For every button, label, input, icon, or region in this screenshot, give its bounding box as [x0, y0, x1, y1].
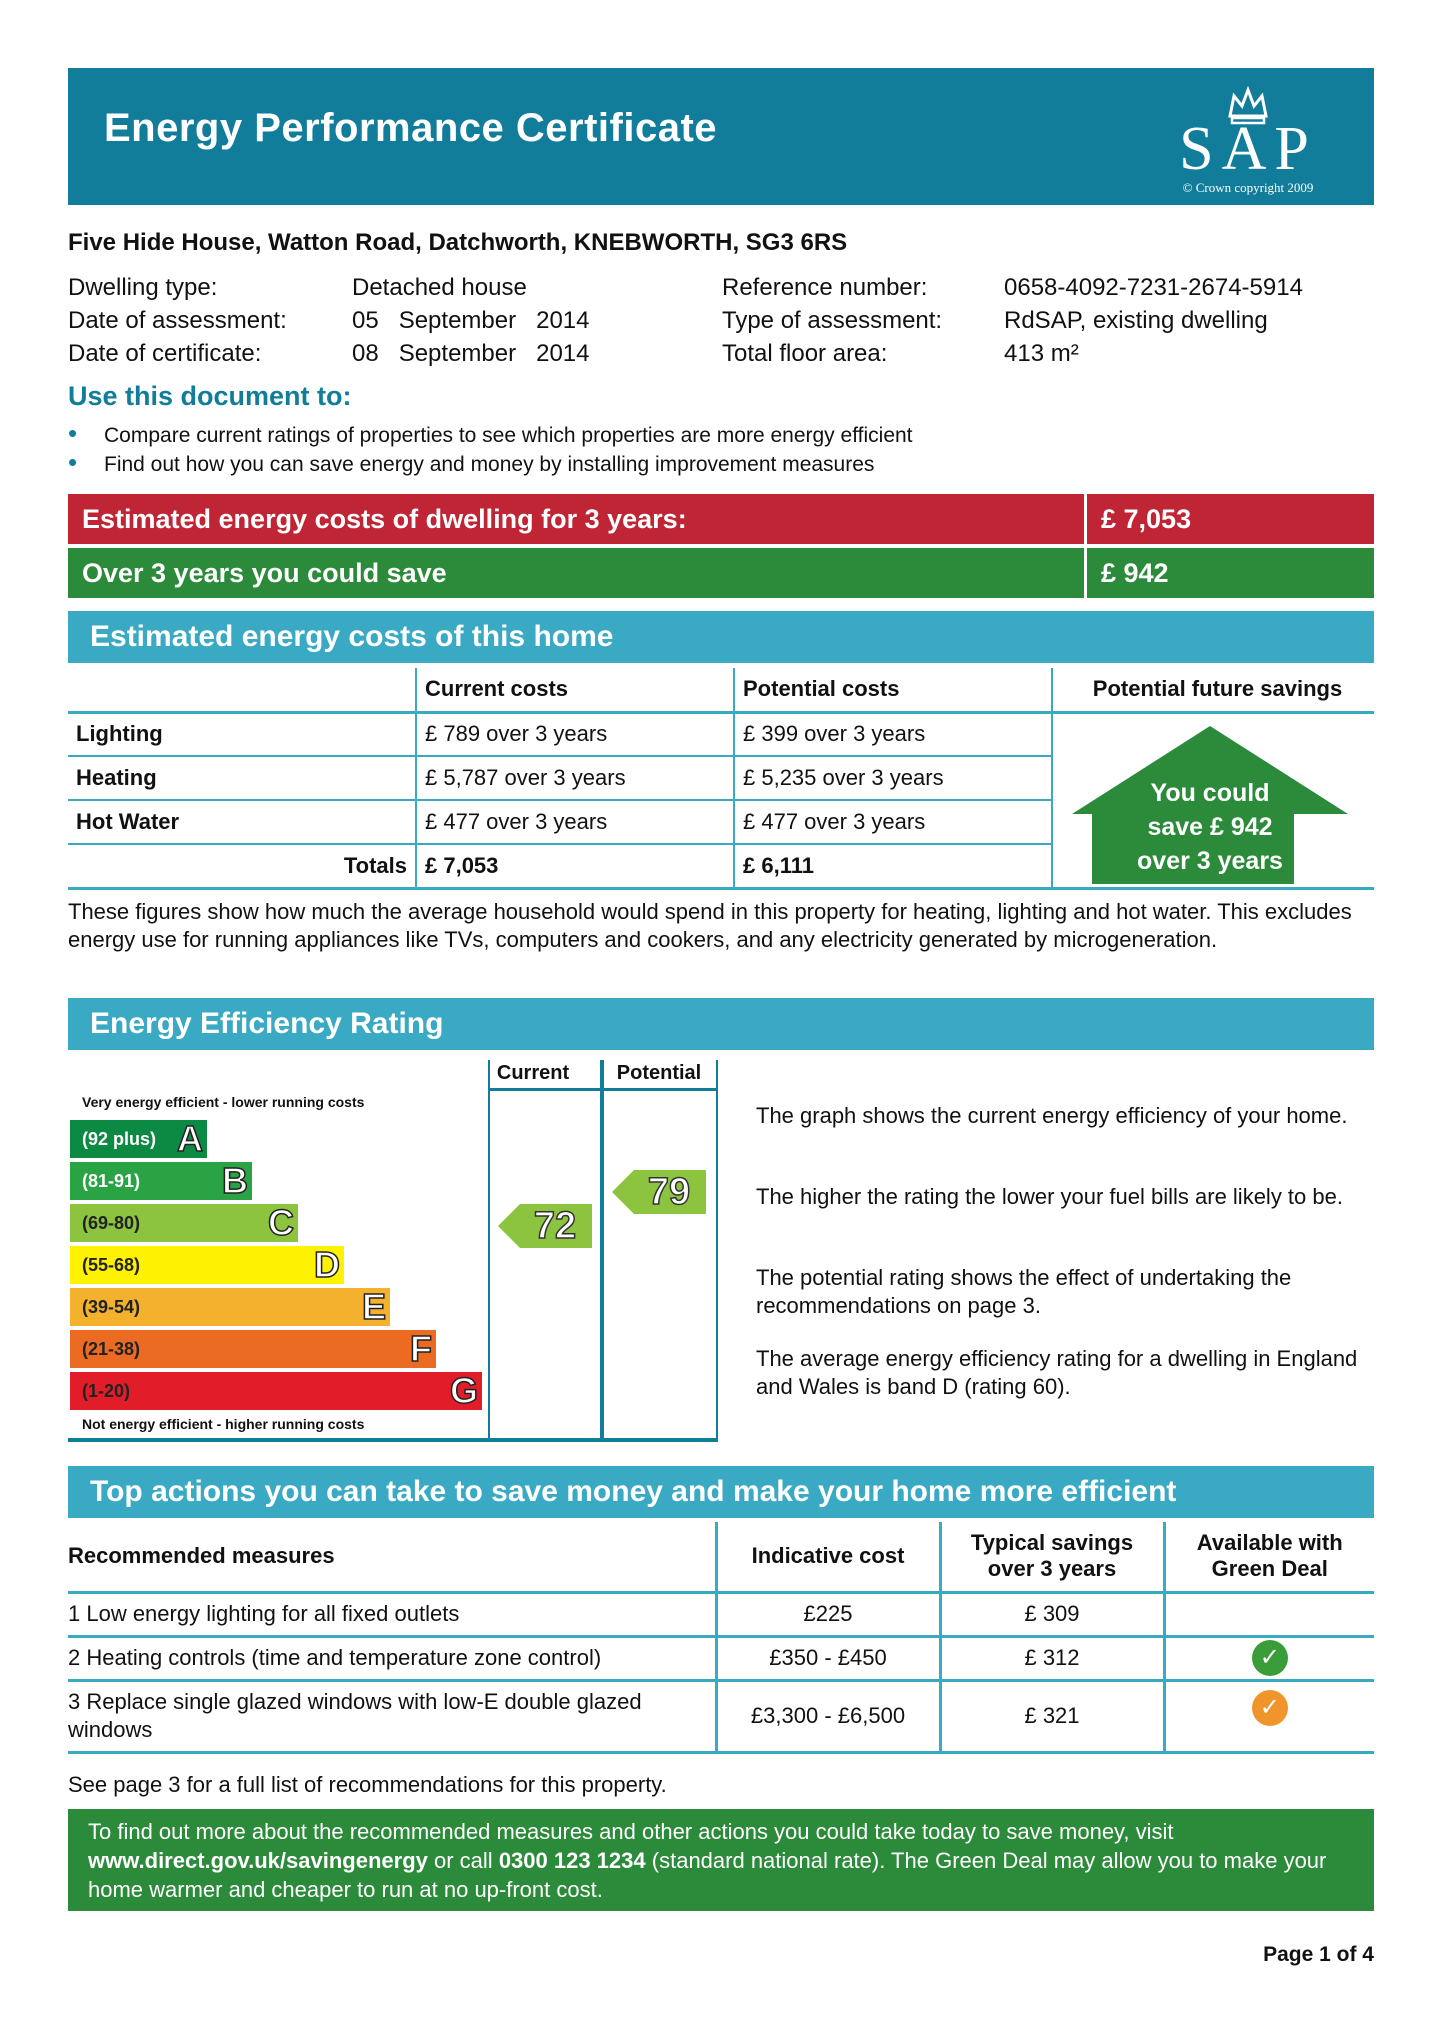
- costs-note: These figures show how much the average household would spend in this property for heating, lighting and hot water. This excludes energy use for running appliances like TVs, computers and cookers, and any electricity generated by microgeneration.: [68, 899, 1352, 952]
- actions-footnote: See page 3 for a full list of recommendations for this property.: [68, 1772, 667, 1797]
- saving-cell: £ 309: [940, 1592, 1164, 1636]
- eer-band-range: (69-80): [82, 1213, 141, 1233]
- green-deal-cell: [1164, 1636, 1374, 1680]
- savings-house-text: [1072, 776, 1348, 878]
- certificate-date-label: Date of certificate:: [68, 340, 262, 367]
- potential-saving-bar: [68, 548, 1374, 598]
- totals-current: £ 7,053: [416, 844, 734, 888]
- header-savings: Typical savings over 3 years: [940, 1522, 1164, 1592]
- eer-band-c: [70, 1204, 298, 1242]
- floor-area-value: 413 m²: [1004, 340, 1079, 367]
- green-deal-cell: [1164, 1680, 1374, 1752]
- eer-band-range: (1-20): [82, 1381, 131, 1401]
- reference-label: Reference number:: [722, 274, 928, 301]
- row-name: Hot Water: [68, 800, 416, 844]
- eer-chart: [68, 1060, 718, 1442]
- property-address: Five Hide House, Watton Road, Datchworth, KNEBWORTH, SG3 6RS: [68, 229, 848, 256]
- header-cell: [68, 668, 416, 712]
- totals-label: Totals: [68, 844, 416, 888]
- page-title: Energy Performance Certificate: [104, 106, 718, 150]
- assessment-type-label: Type of assessment:: [722, 307, 943, 334]
- table-row: [68, 1636, 1374, 1680]
- header-green-deal: Available with Green Deal: [1164, 1522, 1374, 1592]
- info-text: or call: [434, 1848, 493, 1873]
- use-bullet: • Compare current ratings of properties to see which properties are more energy efficient: [68, 418, 913, 448]
- assessment-date-value: 05 September 2014: [352, 307, 590, 334]
- floor-area-label: Total floor area:: [722, 340, 888, 367]
- use-bullet: • Find out how you can save energy and money by installing improvement measures: [68, 447, 875, 477]
- eer-band-letter: B: [222, 1160, 248, 1201]
- row-current: £ 789 over 3 years: [416, 712, 734, 756]
- eer-band-e: [70, 1288, 390, 1326]
- sap-logo-text: SAP: [1179, 115, 1317, 183]
- measure-cell: 3 Replace single glazed windows with low-E double glazed windows: [68, 1680, 716, 1752]
- header-current-costs: Current costs: [416, 668, 734, 712]
- header-potential-costs: Potential costs: [734, 668, 1052, 712]
- costs-section-title: Estimated energy costs of this home: [68, 611, 1374, 663]
- certificate-date-value: 08 September 2014: [352, 340, 590, 367]
- info-text: To find out more about the recommended measures and other actions you could take today to save money, visit: [88, 1819, 1174, 1844]
- saving-cell: £ 321: [940, 1680, 1164, 1752]
- savings-line: You could: [1150, 779, 1270, 807]
- eer-potential-header: Potential: [616, 1062, 702, 1084]
- eer-explanation: The potential rating shows the effect of undertaking the recommendations on page 3.: [756, 1265, 1292, 1318]
- orange-tick-icon: ✓: [1252, 1690, 1288, 1726]
- assessment-date-label: Date of assessment:: [68, 307, 287, 334]
- potential-rating-value: 79: [647, 1171, 691, 1213]
- table-row: [68, 1592, 1374, 1636]
- table-header-row: [68, 668, 1374, 712]
- row-potential: £ 5,235 over 3 years: [734, 756, 1052, 800]
- eer-explanation: The average energy efficiency rating for a dwelling in England and Wales is band D (rating 60).: [756, 1346, 1358, 1399]
- row-potential: £ 399 over 3 years: [734, 712, 1052, 756]
- eer-band-letter: E: [361, 1286, 386, 1327]
- savings-line: over 3 years: [1137, 847, 1283, 875]
- sap-logo: [1158, 86, 1338, 196]
- eer-band-range: (39-54): [82, 1297, 141, 1317]
- row-name: Heating: [68, 756, 416, 800]
- table-row: [68, 1680, 1374, 1752]
- green-tick-icon: ✓: [1252, 1640, 1288, 1676]
- savingenergy-link[interactable]: www.direct.gov.uk/savingenergy: [88, 1848, 428, 1873]
- measure-cell: 1 Low energy lighting for all fixed outlets: [68, 1592, 716, 1636]
- eer-band-letter: G: [449, 1370, 478, 1411]
- assessment-type-value: RdSAP, existing dwelling: [1004, 307, 1268, 334]
- info-text: (standard national rate). The Green Deal may allow you to make your home warmer and cheaper to run at no up-front cost.: [88, 1848, 1327, 1902]
- phone-number: 0300 123 1234: [498, 1848, 646, 1873]
- eer-band-range: (55-68): [82, 1255, 141, 1275]
- cost-cell: £350 - £450: [716, 1636, 940, 1680]
- eer-band-letter: F: [410, 1328, 432, 1369]
- eer-band-letter: D: [314, 1244, 340, 1285]
- green-deal-cell: [1164, 1592, 1374, 1636]
- current-rating-value: 72: [533, 1205, 577, 1247]
- header-cost: Indicative cost: [716, 1522, 940, 1592]
- eer-section-title: Energy Efficiency Rating: [68, 998, 1374, 1050]
- dwelling-type-value: Detached house: [352, 274, 527, 301]
- row-current: £ 477 over 3 years: [416, 800, 734, 844]
- table-header-row: [68, 1522, 1374, 1592]
- eer-band-d: [70, 1246, 344, 1284]
- eer-band-g: [70, 1372, 482, 1410]
- estimated-cost-label: Estimated energy costs of dwelling for 3 years:: [82, 504, 687, 534]
- eer-band-range: (81-91): [82, 1171, 141, 1191]
- eer-band-range: (92 plus): [82, 1129, 157, 1149]
- estimated-cost-bar: [68, 494, 1374, 544]
- copyright-text: © Crown copyright 2009: [1182, 180, 1314, 195]
- use-document-title: Use this document to:: [68, 381, 352, 411]
- row-current: £ 5,787 over 3 years: [416, 756, 734, 800]
- eer-explanation: The higher the rating the lower your fuel bills are likely to be.: [756, 1184, 1343, 1209]
- eer-band-f: [70, 1330, 436, 1368]
- totals-potential: £ 6,111: [734, 844, 1052, 888]
- eer-band-letter: C: [268, 1202, 294, 1243]
- info-box: [68, 1809, 1374, 1911]
- eer-band-b: [70, 1162, 252, 1200]
- header-future-savings: Potential future savings: [1052, 668, 1374, 712]
- eer-current-header: Current: [496, 1062, 570, 1084]
- potential-saving-label: Over 3 years you could save: [82, 558, 447, 588]
- eer-explanation: The graph shows the current energy efficiency of your home.: [756, 1103, 1348, 1128]
- reference-value: 0658-4092-7231-2674-5914: [1004, 274, 1303, 301]
- eer-bottom-text: Not energy efficient - higher running costs: [82, 1416, 365, 1432]
- actions-table: [68, 1522, 1374, 1754]
- saving-cell: £ 312: [940, 1636, 1164, 1680]
- eer-top-text: Very energy efficient - lower running costs: [82, 1094, 365, 1110]
- eer-band-letter: A: [177, 1118, 203, 1159]
- dwelling-type-label: Dwelling type:: [68, 274, 218, 301]
- potential-saving-value: £ 942: [1084, 548, 1374, 598]
- eer-band-range: (21-38): [82, 1339, 141, 1359]
- actions-section-title: Top actions you can take to save money and make your home more efficient: [68, 1466, 1374, 1518]
- estimated-cost-value: £ 7,053: [1084, 494, 1374, 544]
- measure-cell: 2 Heating controls (time and temperature zone control): [68, 1636, 716, 1680]
- page-number: Page 1 of 4: [1263, 1943, 1374, 1966]
- cost-cell: £225: [716, 1592, 940, 1636]
- savings-line: save £ 942: [1147, 813, 1273, 841]
- header-banner: [68, 68, 1374, 205]
- header-measures: Recommended measures: [68, 1522, 716, 1592]
- row-potential: £ 477 over 3 years: [734, 800, 1052, 844]
- cost-cell: £3,300 - £6,500: [716, 1680, 940, 1752]
- eer-band-a: [70, 1120, 207, 1158]
- row-name: Lighting: [68, 712, 416, 756]
